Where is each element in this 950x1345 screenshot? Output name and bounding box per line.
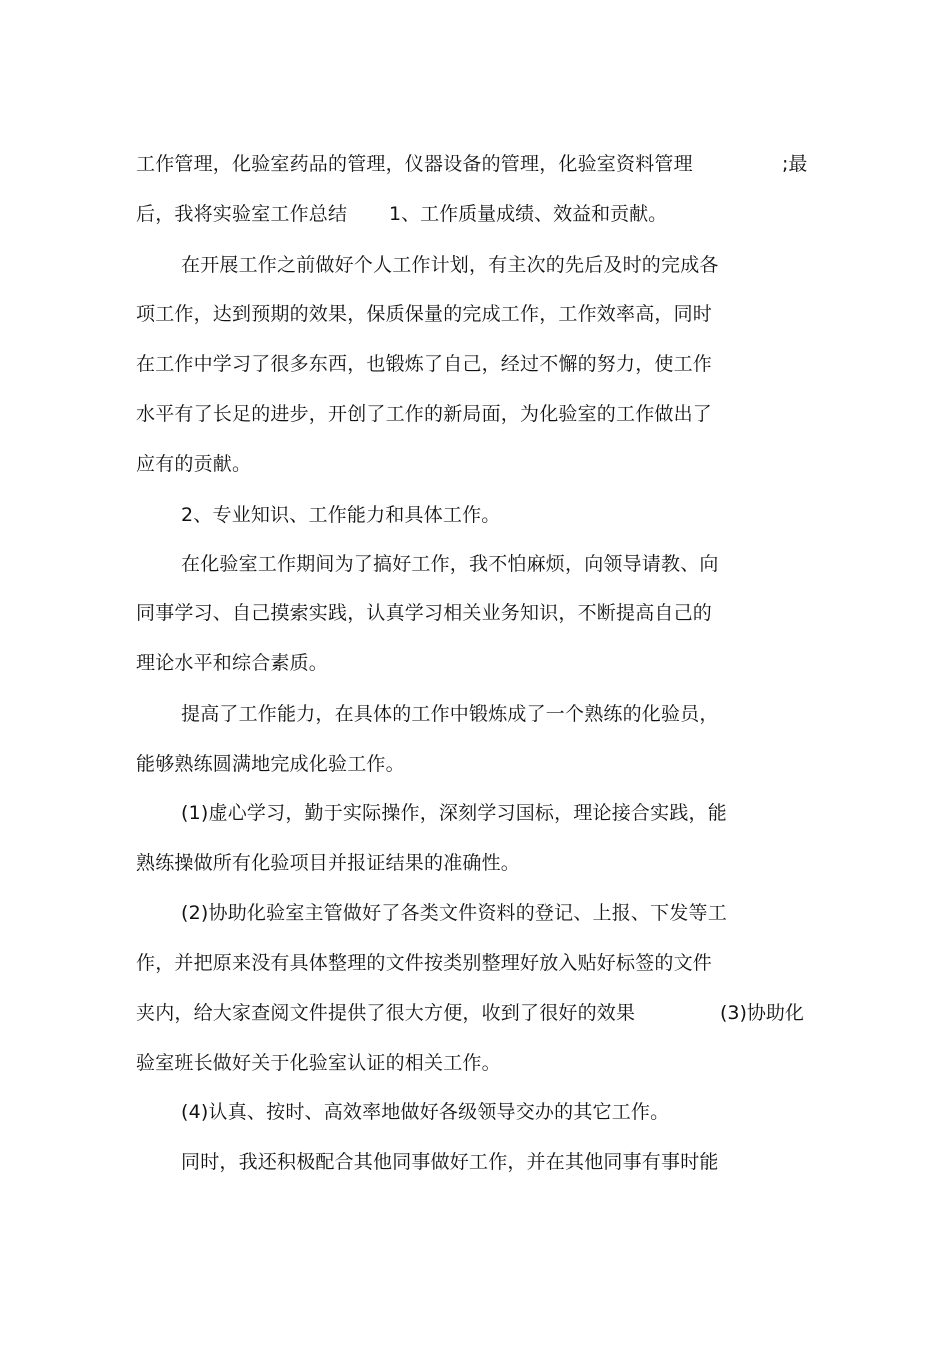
text-line-17: 作，并把原来没有具体整理的文件按类别整理好放入贴好标签的文件 [136,952,713,974]
text-line-2: 后，我将实验室工作总结 [136,203,348,225]
text-line-2-tail: 1、工作质量成绩、效益和贡献。 [389,203,668,225]
text-line-6: 水平有了长足的进步，开创了工作的新局面，为化验室的工作做出了 [136,403,713,425]
text-line-1: 工作管理，化验室药品的管理，仪器设备的管理，化验室资料管理 [136,153,693,175]
text-line-14: (1)虚心学习，勤于实际操作，深刻学习国标，理论接合实践，能 [181,802,727,824]
text-line-12: 提高了工作能力，在具体的工作中锻炼成了一个熟练的化验员， [181,703,719,725]
text-line-7: 应有的贡献。 [136,453,252,475]
text-line-18-tail: (3)协助化 [720,1002,804,1024]
text-line-1-tail: ;最 [782,153,808,175]
text-line-21: 同时，我还积极配合其他同事做好工作，并在其他同事有事时能 [181,1151,719,1173]
text-line-11: 理论水平和综合素质。 [136,652,329,674]
text-line-18: 夹内，给大家查阅文件提供了很大方便，收到了很好的效果 [136,1002,636,1024]
text-line-15: 熟练操做所有化验项目并报证结果的准确性。 [136,852,521,874]
text-line-19: 验室班长做好关于化验室认证的相关工作。 [136,1052,501,1074]
text-line-8: 2、专业知识、工作能力和具体工作。 [181,504,501,526]
text-line-4: 项工作，达到预期的效果，保质保量的完成工作，工作效率高，同时 [136,303,713,325]
text-line-20: (4)认真、按时、高效率地做好各级领导交办的其它工作。 [181,1101,670,1123]
text-line-5: 在工作中学习了很多东西，也锻炼了自己，经过不懈的努力，使工作 [136,353,713,375]
text-line-9: 在化验室工作期间为了搞好工作，我不怕麻烦，向领导请教、向 [181,553,719,575]
text-line-10: 同事学习、自己摸索实践，认真学习相关业务知识，不断提高自己的 [136,602,713,624]
text-line-13: 能够熟练圆满地完成化验工作。 [136,753,405,775]
text-line-3: 在开展工作之前做好个人工作计划，有主次的先后及时的完成各 [181,254,719,276]
text-line-16: (2)协助化验室主管做好了各类文件资料的登记、上报、下发等工 [181,902,727,924]
